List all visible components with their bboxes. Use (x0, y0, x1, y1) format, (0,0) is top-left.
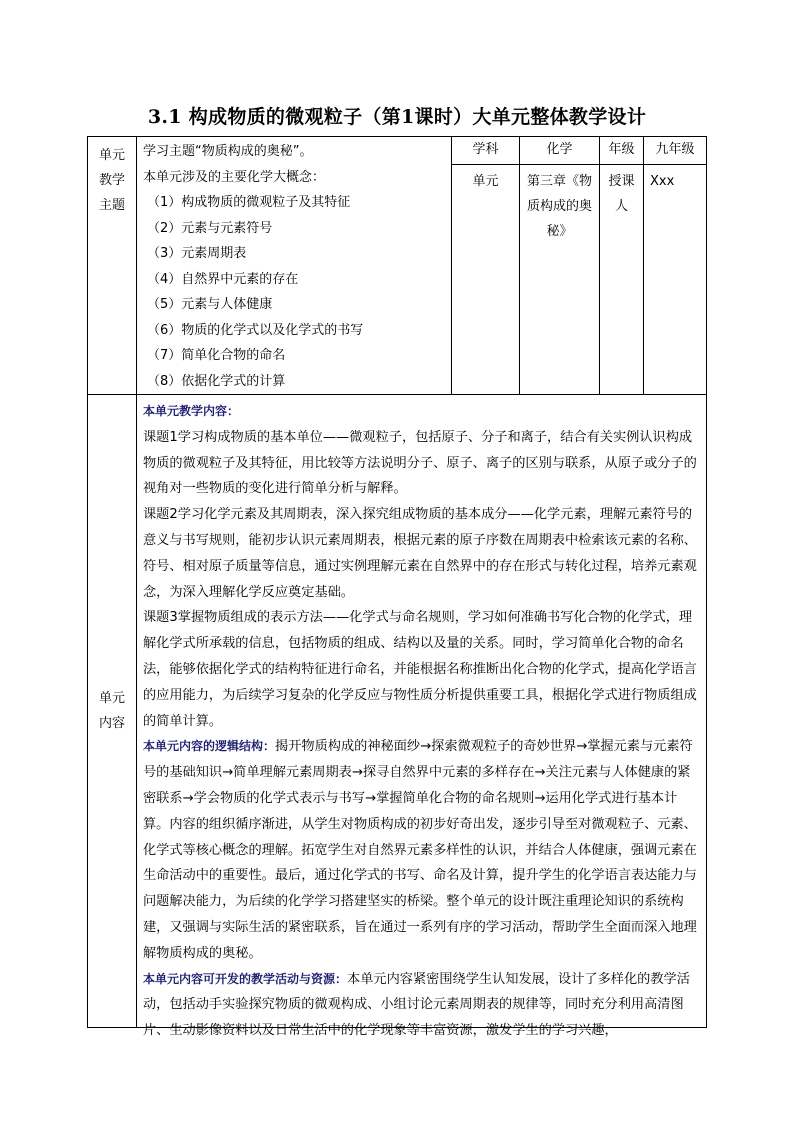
unit-value: 第三章《物质构成的奥秘》 (520, 165, 600, 395)
concept-item: （5）元素与人体健康 (147, 297, 273, 312)
content-paragraph: 课题2学习化学元素及其周期表，深入探究组成物质的基本成分——化学元素，理解元素符号的意义与书写规则，能初步认识元素周期表，根据元素的原子序数在周期表中检索该元素的名称、符号、相对原子质量等信息，通过实例理解元素在自然界中的存在形式与转化过程，培养元素观念，为深入理解化学反应奠定基础。 (143, 507, 697, 600)
subject-label: 学科 (452, 137, 520, 165)
lesson-plan-table (87, 136, 707, 1039)
concept-item: （8）依据化学式的计算 (147, 373, 286, 389)
page-title: 3.1 构成物质的微观粒子（第1课时）大单元整体教学设计 (147, 106, 647, 128)
concept-item: （1）构成物质的微观粒子及其特征 (147, 195, 351, 210)
unit-content-label: 单元内容 (88, 395, 137, 1028)
teacher-value: Xxx (644, 165, 707, 395)
content-paragraph: 课题1学习构成物质的基本单位——微观粒子，包括原子、分子和离子，结合有关实例认识构成物质的微观粒子及其特征，用比较等方法说明分子、原子、离子的区别与联系，从原子或分子的视角对一些物质的变化进行简单分析与解释。 (143, 429, 697, 497)
unit-label: 单元 (452, 165, 520, 395)
content-paragraph: 课题3掌握物质组成的表示方法——化学式与命名规则，学习如何准确书写化合物的化学式，理解化学式所承载的信息，包括物质的组成、结构以及量的关系。同时，学习简单化合物的命名法，能够依据化学式的结构特征进行命名，并能根据名称推断出化合物的化学式，提高化学语言的应用能力，为后续学习复杂的化学反应与物性质分析提供重要工具，根据化学式进行物质组成的简单计算。 (143, 610, 697, 729)
grade-label: 年级 (600, 137, 644, 165)
teacher-label: 授课人 (600, 165, 644, 395)
concepts-intro: 本单元涉及的主要化学大概念： (143, 169, 326, 185)
unit-content-cell (137, 395, 707, 1039)
grade-value: 九年级 (644, 137, 707, 165)
theme-line: 学习主题“物质构成的奥秘”。 (143, 144, 313, 159)
unit-theme-label: 单元教学主题 (88, 137, 137, 395)
section-heading: 本单元内容的逻辑结构： (143, 739, 276, 754)
content-paragraph: 揭开物质构成的神秘面纱→探索微观粒子的奇妙世界→掌握元素与元素符号的基础知识→简单理解元素周期表→探寻自然界中元素的多样存在→关注元素与人体健康的紧密联系→学会物质的化学式表示与书写→掌握简单化合物的命名规则→运用化学式进行基本计算。内容的组织循序渐进，从学生对物质构成的初步好奇出发，逐步引导至对微观粒子、元素、化学式等核心概念的理解。拓宽学生对自然界元素多样性的认识，并结合人体健康，强调元素在生命活动中的重要性。最后，通过化学式的书写、命名及计算，提升学生的化学语言表达能力与问题解决能力，为后续的化学学习搭建坚实的桥梁。整个单元的设计既注重理论知识的系统构建，又强调与实际生活的紧密联系，旨在通过一系列有序的学习活动，帮助学生全面而深入地理解物质构成的奥秘。 (143, 739, 697, 961)
section-heading: 本单元内容可开发的教学活动与资源： (143, 971, 348, 986)
concept-item: （2）元素与元素符号 (147, 220, 273, 236)
section-heading: 本单元教学内容： (143, 404, 240, 418)
concept-item: （6）物质的化学式以及化学式的书写 (147, 322, 364, 338)
concept-item: （4）自然界中元素的存在 (147, 271, 299, 287)
concept-item: （7）简单化合物的命名 (147, 348, 286, 363)
content-paragraph: 本单元内容紧密围绕学生认知发展，设计了多样化的教学活动，包括动手实验探究物质的微观构成、小组讨论元素周期表的规律等，同时充分利用高清图片、生动影像资料以及日常生活中的化学现象等丰富资源，激发学生的学习兴趣， (143, 971, 690, 1039)
subject-value: 化学 (520, 137, 600, 165)
concept-item: （3）元素周期表 (147, 246, 247, 261)
unit-theme-cell (137, 137, 452, 395)
